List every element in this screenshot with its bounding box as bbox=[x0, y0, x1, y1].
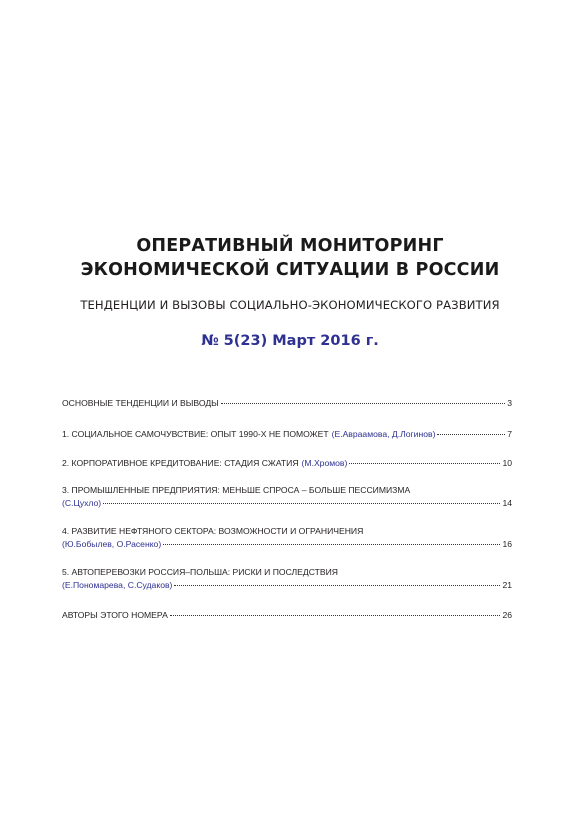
toc-entry-page: 10 bbox=[502, 458, 512, 468]
toc-entry-page: 26 bbox=[502, 610, 512, 620]
toc-entry-authors: (М.Хромов) bbox=[301, 458, 348, 468]
dot-leader bbox=[437, 434, 505, 435]
dot-leader bbox=[174, 585, 500, 586]
toc-entry-title: 4. РАЗВИТИЕ НЕФТЯНОГО СЕКТОРА: ВОЗМОЖНОСТИ И ОГРАНИЧЕНИЯ bbox=[62, 526, 364, 536]
toc-entry-title: 1. СОЦИАЛЬНОЕ САМОЧУВСТВИЕ: ОПЫТ 1990-Х НЕ ПОМОЖЕТ bbox=[62, 429, 329, 439]
toc-entry-title: 5. АВТОПЕРЕВОЗКИ РОССИЯ–ПОЛЬША: РИСКИ И ПОСЛЕДСТВИЯ bbox=[62, 567, 338, 577]
toc-entry-authors: (С.Цухло) bbox=[62, 498, 102, 508]
toc-entry-page: 3 bbox=[507, 398, 512, 408]
toc-entry-main-trends[interactable] bbox=[62, 398, 512, 411]
toc-entry-page: 7 bbox=[507, 429, 512, 439]
toc-entry-5[interactable] bbox=[62, 567, 512, 593]
dot-leader bbox=[221, 403, 505, 404]
toc-entry-title: АВТОРЫ ЭТОГО НОМЕРА bbox=[62, 610, 168, 620]
toc-entry-authors-of-issue[interactable] bbox=[62, 610, 512, 623]
toc-entry-authors: (Ю.Бобылев, О.Расенко) bbox=[62, 539, 162, 549]
toc-entry-3[interactable] bbox=[62, 485, 512, 511]
dot-leader bbox=[103, 503, 500, 504]
title-line-1: ОПЕРАТИВНЫЙ МОНИТОРИНГ bbox=[136, 236, 444, 256]
toc-entry-title: 3. ПРОМЫШЛЕННЫЕ ПРЕДПРИЯТИЯ: МЕНЬШЕ СПРОСА – БОЛЬШЕ ПЕССИМИЗМА bbox=[62, 485, 411, 495]
issue-number: № 5(23) Март 2016 г. bbox=[201, 333, 379, 349]
title-line-2: ЭКОНОМИЧЕСКОЙ СИТУАЦИИ В РОССИИ bbox=[80, 260, 500, 280]
toc-entry-page: 14 bbox=[502, 498, 512, 508]
toc-entry-2[interactable] bbox=[62, 458, 512, 471]
dot-leader bbox=[349, 463, 500, 464]
toc-entry-title: ОСНОВНЫЕ ТЕНДЕНЦИИ И ВЫВОДЫ bbox=[62, 398, 219, 408]
dot-leader bbox=[163, 544, 500, 545]
toc-entry-page: 21 bbox=[502, 580, 512, 590]
toc-entry-authors: (Е.Пономарева, С.Судаков) bbox=[62, 580, 173, 590]
toc-entry-1[interactable] bbox=[62, 429, 512, 442]
toc-entry-title: 2. КОРПОРАТИВНОЕ КРЕДИТОВАНИЕ: СТАДИЯ СЖАТИЯ bbox=[62, 458, 299, 468]
dot-leader bbox=[170, 615, 501, 616]
toc-entry-4[interactable] bbox=[62, 526, 512, 552]
subtitle: ТЕНДЕНЦИИ И ВЫЗОВЫ СОЦИАЛЬНО-ЭКОНОМИЧЕСКОГО РАЗВИТИЯ bbox=[80, 298, 500, 312]
toc-entry-page: 16 bbox=[502, 539, 512, 549]
toc-entry-authors: (Е.Авраамова, Д.Логинов) bbox=[331, 429, 436, 439]
